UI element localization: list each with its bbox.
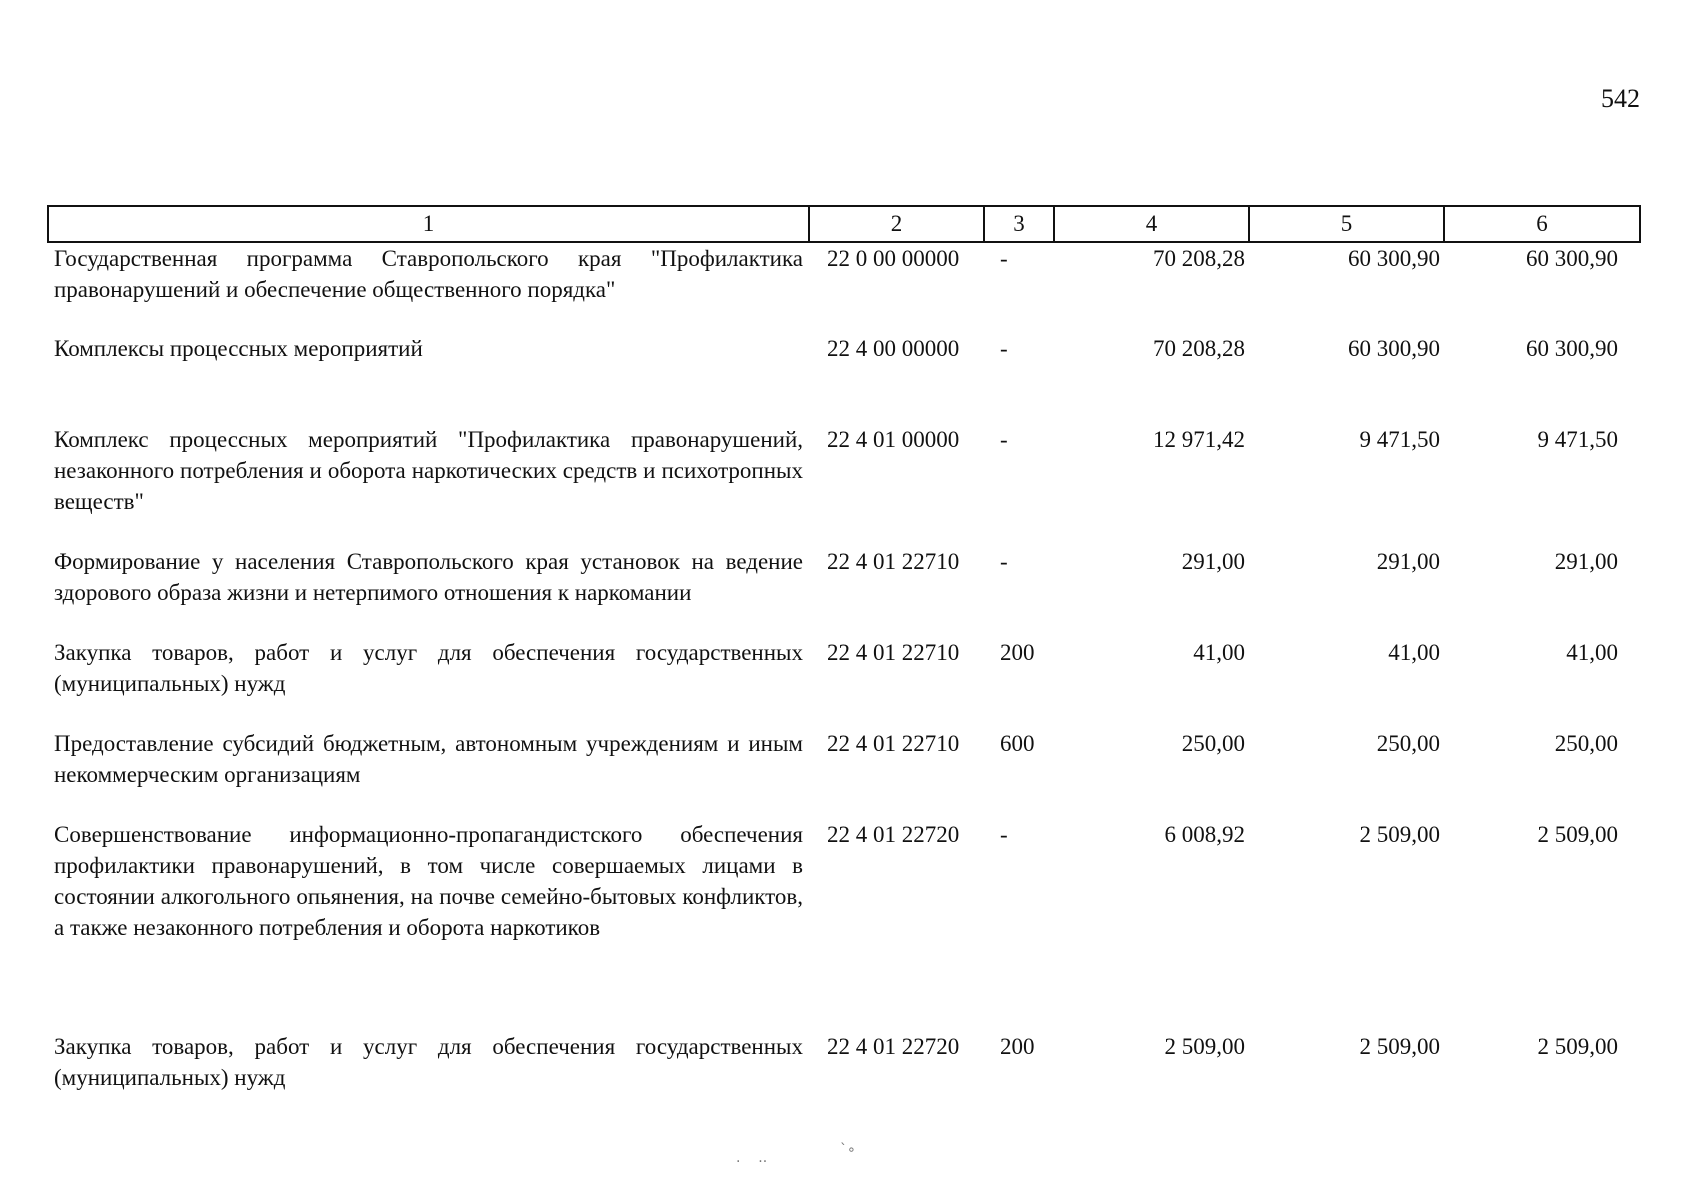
table-row <box>48 333 1640 424</box>
row-expense-type: - <box>1000 549 1008 574</box>
row-code: 22 4 00 00000 <box>827 336 960 361</box>
table-row <box>48 637 1640 728</box>
row-value-col5: 41,00 <box>1388 640 1440 665</box>
row-value-col6: 9 471,50 <box>1537 427 1618 452</box>
row-value-col5: 9 471,50 <box>1359 427 1440 452</box>
row-expense-type: 200 <box>1000 640 1035 665</box>
row-code: 22 4 01 22720 <box>827 822 960 847</box>
row-name: Предоставление субсидий бюджетным, автономным учреждениям и иным некоммерческим организациям <box>54 731 803 787</box>
row-value-col4: 41,00 <box>1193 640 1245 665</box>
row-value-col6: 291,00 <box>1554 549 1618 574</box>
header-col-1: 1 <box>48 206 809 242</box>
header-col-2: 2 <box>809 206 984 242</box>
row-name: Закупка товаров, работ и услуг для обеспечения государственных (муниципальных) нужд <box>54 1034 803 1090</box>
row-code: 22 4 01 22710 <box>827 549 960 574</box>
header-col-4: 4 <box>1054 206 1249 242</box>
row-value-col5: 291,00 <box>1376 549 1440 574</box>
table-row <box>48 424 1640 546</box>
row-value-col6: 2 509,00 <box>1537 1034 1618 1059</box>
row-name: Закупка товаров, работ и услуг для обеспечения государственных (муниципальных) нужд <box>54 640 803 696</box>
row-value-col6: 2 509,00 <box>1537 822 1618 847</box>
row-value-col6: 250,00 <box>1554 731 1618 756</box>
row-value-col4: 70 208,28 <box>1153 246 1245 271</box>
row-value-col6: 60 300,90 <box>1526 336 1618 361</box>
row-value-col5: 60 300,90 <box>1348 246 1440 271</box>
budget-table <box>47 205 1641 1122</box>
row-expense-type: - <box>1000 336 1008 361</box>
header-col-6: 6 <box>1444 206 1640 242</box>
row-name: Комплексы процессных мероприятий <box>54 336 423 361</box>
row-name: Государственная программа Ставропольского края "Профилактика правонарушений и обеспечение общественного порядка" <box>54 246 803 302</box>
row-code: 22 0 00 00000 <box>827 246 960 271</box>
row-value-col5: 2 509,00 <box>1359 1034 1440 1059</box>
row-expense-type: - <box>1000 246 1008 271</box>
row-expense-type: 600 <box>1000 731 1035 756</box>
row-name: Комплекс процессных мероприятий "Профилактика правонарушений, незаконного потребления и оборота наркотических средств и психотропных веществ" <box>54 427 803 514</box>
row-value-col6: 60 300,90 <box>1526 246 1618 271</box>
table-body <box>48 242 1640 1122</box>
row-expense-type: 200 <box>1000 1034 1035 1059</box>
header-col-5: 5 <box>1249 206 1444 242</box>
row-value-col5: 250,00 <box>1376 731 1440 756</box>
row-value-col4: 291,00 <box>1181 549 1245 574</box>
row-value-col4: 2 509,00 <box>1164 1034 1245 1059</box>
row-value-col4: 250,00 <box>1181 731 1245 756</box>
row-expense-type: - <box>1000 822 1008 847</box>
header-col-3: 3 <box>984 206 1054 242</box>
row-expense-type: - <box>1000 427 1008 452</box>
table-row <box>48 1031 1640 1122</box>
row-value-col4: 6 008,92 <box>1164 822 1245 847</box>
table-row <box>48 728 1640 819</box>
table-row <box>48 546 1640 637</box>
row-code: 22 4 01 22720 <box>827 1034 960 1059</box>
row-value-col5: 60 300,90 <box>1348 336 1440 361</box>
table-row <box>48 242 1640 333</box>
row-name: Формирование у населения Ставропольского края установок на ведение здорового образа жизни и нетерпимого отношения к наркомании <box>54 549 803 605</box>
scan-noise-mark: `∘ <box>840 1142 856 1158</box>
row-code: 22 4 01 00000 <box>827 427 960 452</box>
header-row <box>48 206 1640 242</box>
scan-noise-mark: . .. <box>736 1150 768 1166</box>
row-value-col4: 70 208,28 <box>1153 336 1245 361</box>
row-code: 22 4 01 22710 <box>827 640 960 665</box>
row-name: Совершенствование информационно-пропагандистского обеспечения профилактики правонарушений, в том числе совершаемых лицами в состоянии алкогольного опьянения, на почве семейно-бытовых конфликтов, а также незаконного потребления и оборота наркотиков <box>54 822 803 940</box>
page-number: 542 <box>1601 84 1640 113</box>
table-row <box>48 819 1640 1031</box>
row-value-col6: 41,00 <box>1566 640 1618 665</box>
row-value-col5: 2 509,00 <box>1359 822 1440 847</box>
table-header <box>48 206 1640 242</box>
row-code: 22 4 01 22710 <box>827 731 960 756</box>
row-value-col4: 12 971,42 <box>1153 427 1245 452</box>
